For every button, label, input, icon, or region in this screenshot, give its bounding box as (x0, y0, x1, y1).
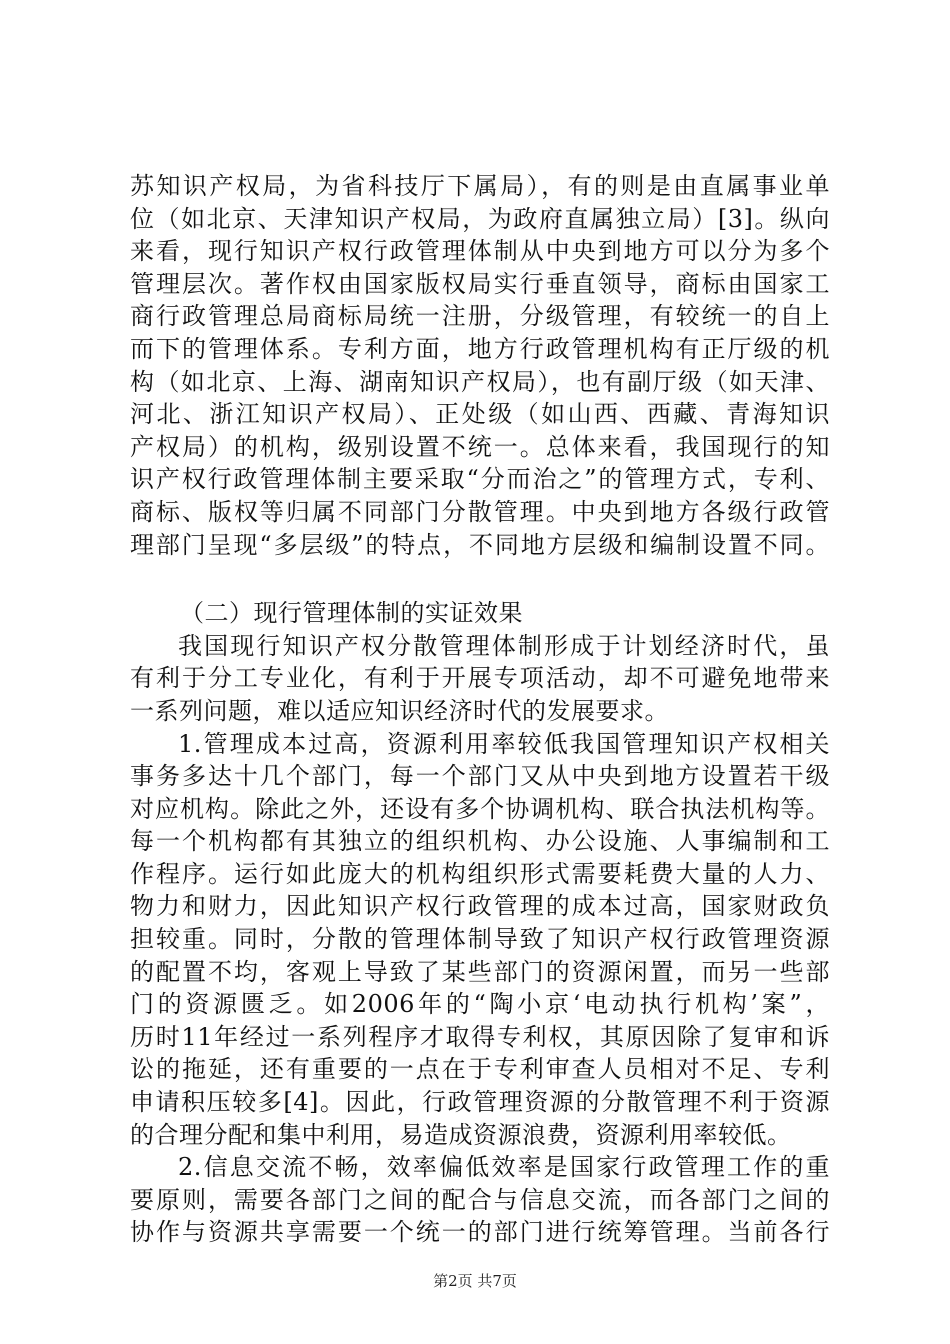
text-line: 位（如北京、天津知识产权局，为政府直属独立局）[3]。纵向 (130, 204, 830, 233)
text-line: 苏知识产权局，为省科技厅下属局），有的则是由直属事业单 (130, 172, 830, 200)
text-line: 来看，现行知识产权行政管理体制从中央到地方可以分为多个 (130, 237, 830, 266)
text-line: 商行政管理总局商标局统一注册，分级管理，有较统一的自上 (130, 302, 830, 331)
section-heading: （二）现行管理体制的实证效果 (180, 599, 523, 628)
text-line: 申请积压较多[4]。因此，行政管理资源的分散管理不利于资源 (130, 1088, 830, 1117)
text-line: 管理层次。著作权由国家版权局实行垂直领导，商标由国家工 (130, 269, 830, 298)
paragraph-3 (130, 728, 830, 1152)
text-line: 有利于分工专业化，有利于开展专项活动，却不可避免地带来 (130, 664, 830, 693)
text-line: 物力和财力，因此知识产权行政管理的成本过高，国家财政负 (130, 892, 830, 921)
text-line: 的合理分配和集中利用，易造成资源浪费，资源利用率较低。 (130, 1120, 792, 1149)
text-line: 作程序。运行如此庞大的机构组织形式需要耗费大量的人力、 (130, 859, 830, 888)
paragraph-gap (130, 561, 830, 597)
text-line: 要原则，需要各部门之间的配合与信息交流，而各部门之间的 (130, 1185, 830, 1214)
paragraph-4 (130, 1151, 830, 1249)
text-line: 一系列问题，难以适应知识经济时代的发展要求。 (130, 696, 669, 725)
text-line: 门的资源匮乏。如2006年的“陶小京‘电动执行机构’案”， (130, 990, 830, 1019)
text-line: 理部门呈现“多层级”的特点，不同地方层级和编制设置不同。 (130, 530, 830, 559)
text-line: 协作与资源共享需要一个统一的部门进行统筹管理。当前各行 (130, 1218, 830, 1247)
body-text (130, 170, 830, 1249)
text-line: 河北、浙江知识产权局）、正处级（如山西、西藏、青海知识 (130, 400, 830, 429)
text-line: 商标、版权等归属不同部门分散管理。中央到地方各级行政管 (130, 497, 830, 526)
text-line: 我国现行知识产权分散管理体制形成于计划经济时代，虽 (178, 631, 830, 660)
paragraph-1 (130, 170, 830, 561)
text-line: 而下的管理体系。专利方面，地方行政管理机构有正厅级的机 (130, 334, 830, 363)
text-line: 事务多达十几个部门，每一个部门又从中央到地方设置若干级 (130, 762, 830, 791)
text-line: 担较重。同时，分散的管理体制导致了知识产权行政管理资源 (130, 925, 830, 954)
text-line: 讼的拖延，还有重要的一点在于专利审查人员相对不足、专利 (130, 1055, 830, 1084)
text-line: 对应机构。除此之外，还设有多个协调机构、联合执法机构等。 (130, 794, 830, 823)
text-line: 每一个机构都有其独立的组织机构、办公设施、人事编制和工 (130, 827, 830, 856)
text-line: 历时11年经过一系列程序才取得专利权，其原因除了复审和诉 (130, 1022, 830, 1051)
text-line: 2.信息交流不畅，效率偏低效率是国家行政管理工作的重 (178, 1153, 830, 1182)
page-footer: 第2页 共7页 (433, 1272, 517, 1290)
text-line: 识产权行政管理体制主要采取“分而治之”的管理方式，专利、 (130, 465, 830, 494)
text-line: 1.管理成本过高，资源利用率较低我国管理知识产权相关 (178, 729, 830, 758)
text-line: 产权局）的机构，级别设置不统一。总体来看，我国现行的知 (130, 432, 830, 461)
text-line: 构（如北京、上海、湖南知识产权局），也有副厅级（如天津、 (130, 367, 830, 396)
text-line: 的配置不均，客观上导致了某些部门的资源闲置，而另一些部 (130, 957, 830, 986)
paragraph-2 (130, 630, 830, 728)
